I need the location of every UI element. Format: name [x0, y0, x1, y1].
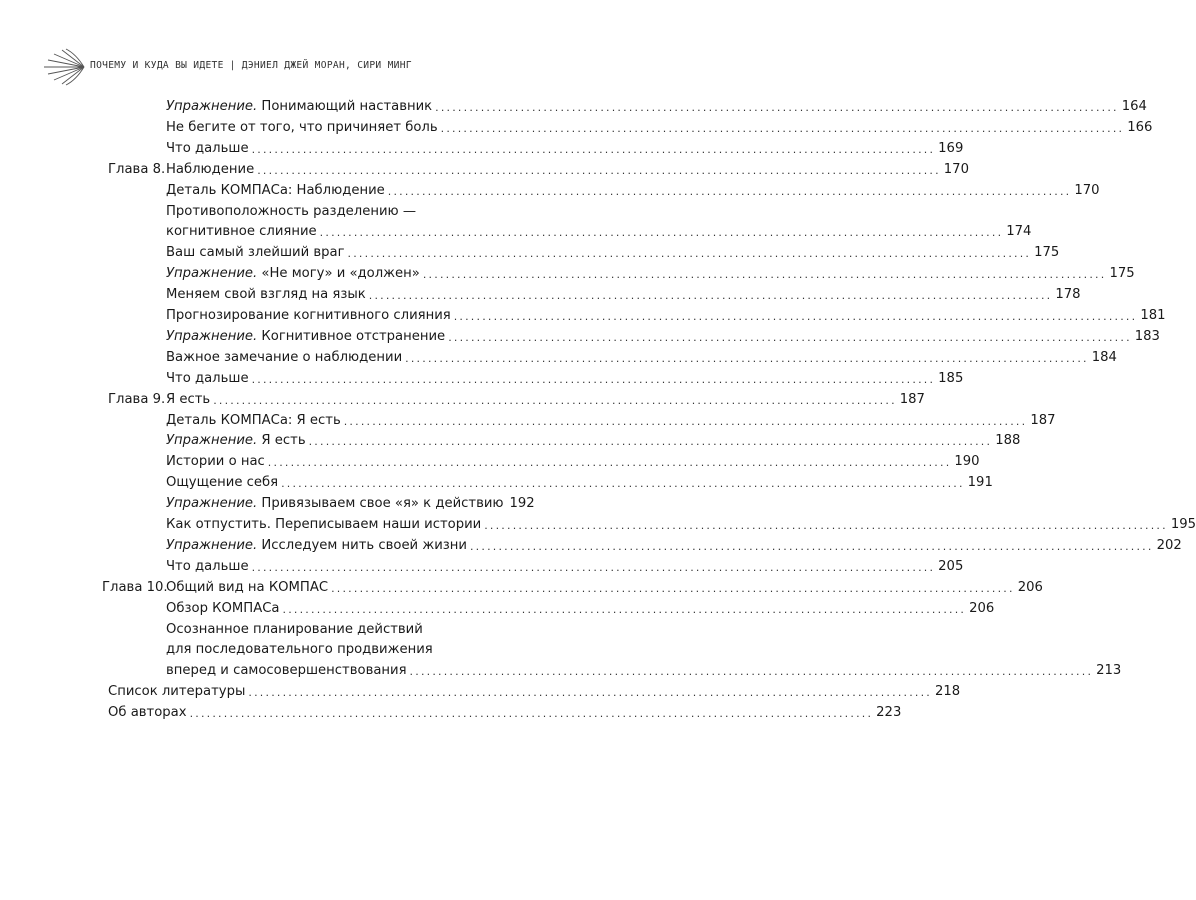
page-number: 191 — [967, 475, 993, 491]
exercise-prefix: Упражнение. — [166, 433, 258, 449]
toc-entry[interactable] — [166, 139, 964, 159]
toc-entry-title — [166, 181, 385, 201]
entry-text: Прогнозирование когнитивного слияния — [166, 308, 451, 323]
dot-leader: ........................................................................................................................ — [251, 372, 936, 386]
entry-text: Важное замечание о наблюдении — [166, 349, 403, 365]
dot-leader: ........................................................................................................................ — [257, 163, 941, 177]
running-header — [0, 44, 619, 94]
toc-entry[interactable] — [166, 348, 1117, 368]
toc-entry-title — [166, 557, 249, 577]
toc-entry-title — [166, 97, 432, 117]
entry-text: Деталь КОМПАСа: Наблюдение — [166, 182, 385, 198]
dot-leader: ........................................................................................................................ — [448, 330, 1132, 344]
entry-text: Исследуем нить своей жизни — [257, 537, 467, 553]
toc-entry-title — [166, 264, 420, 284]
chapter-title: Наблюдение — [166, 161, 255, 177]
page-number: 202 — [1156, 537, 1182, 553]
toc-entry[interactable] — [166, 536, 1182, 556]
header-separator: | — [229, 60, 236, 71]
page-number: 166 — [1127, 119, 1153, 135]
page-number: 175 — [1109, 266, 1135, 282]
entry-text: вперед и самосовершенствования — [166, 663, 407, 679]
page-number: 188 — [995, 433, 1021, 449]
dot-leader: ........................................................................................................................ — [453, 310, 1138, 323]
chapter-label: Глава 8. — [108, 161, 166, 177]
toc-entry-title — [166, 306, 451, 326]
entry-text: Истории о нас — [166, 454, 265, 470]
dot-leader: ........................................................................................................................ — [213, 393, 897, 407]
page-number: 195 — [1170, 517, 1196, 532]
toc-entry-title — [166, 599, 280, 619]
dot-leader: ........................................................................................................................ — [440, 121, 1125, 135]
entry-text: Что дальше — [166, 140, 249, 156]
toc-entry[interactable] — [166, 222, 1032, 242]
dot-leader: ........................................................................................................................ — [347, 247, 1032, 261]
toc-entry[interactable] — [166, 473, 993, 493]
dot-leader: ........................................................................................................................ — [331, 581, 1015, 595]
toc-entry[interactable] — [166, 97, 1147, 117]
page-number: 187 — [899, 391, 925, 407]
toc-entry[interactable] — [108, 682, 961, 702]
dot-leader: ........................................................................................................................ — [405, 351, 1089, 365]
toc-entry-line: Противоположность разделению — — [166, 203, 417, 219]
dot-leader: ........................................................................................................................ — [409, 665, 1094, 679]
page-number: 181 — [1140, 308, 1166, 323]
page-number: 164 — [1121, 99, 1147, 114]
page-number: 213 — [1096, 663, 1122, 679]
page-number: 170 — [943, 161, 969, 177]
toc-entry-title — [108, 703, 187, 723]
entry-text: Понимающий наставник — [257, 99, 433, 114]
toc-entry[interactable] — [166, 181, 1100, 201]
page-number: 178 — [1055, 287, 1081, 303]
page-number: 206 — [969, 600, 995, 616]
exercise-prefix: Упражнение. — [166, 537, 258, 553]
entry-text: Не бегите от того, что причиняет боль — [166, 119, 438, 135]
entry-text: Привязываем свое «я» к действию — [257, 496, 504, 512]
dot-leader: ........................................................................................................................ — [267, 456, 952, 470]
toc-entry-title — [166, 452, 265, 472]
dot-leader: ........................................................................................................................ — [251, 142, 936, 156]
page-number: 169 — [938, 140, 964, 156]
entry-text: Что дальше — [166, 370, 249, 386]
entry-text: Деталь КОМПАСа: Я есть — [166, 412, 341, 428]
page-number: 184 — [1091, 349, 1117, 365]
page-number: 174 — [1006, 224, 1032, 240]
toc-entry-line: для последовательного продвижения — [166, 642, 433, 658]
page-number: 205 — [938, 558, 964, 574]
dot-leader: ........................................................................................................................ — [281, 477, 965, 491]
toc-entry[interactable] — [166, 494, 535, 514]
dot-leader: ........................................................................................................................ — [189, 707, 874, 721]
toc-entry-title — [166, 536, 467, 556]
toc-entry[interactable] — [166, 369, 964, 389]
chapter-label: Глава 9. — [108, 391, 166, 407]
dot-leader: ........................................................................................................................ — [435, 101, 1119, 114]
dot-leader: ........................................................................................................................ — [469, 539, 1154, 553]
book-authors: ДЭНИЕЛ ДЖЕЙ МОРАН, СИРИ МИНГ — [241, 60, 412, 71]
dot-leader: ........................................................................................................................ — [484, 519, 1168, 532]
dot-leader: ........................................................................................................................ — [248, 686, 932, 700]
toc-entry[interactable] — [166, 661, 1122, 681]
page-number: 170 — [1074, 182, 1100, 198]
chapter-heading[interactable] — [166, 578, 1043, 598]
dot-leader: ........................................................................................................................ — [343, 414, 1028, 428]
toc-entry-title — [166, 431, 306, 451]
toc-entry-title — [166, 285, 366, 305]
toc-entry[interactable] — [166, 243, 1060, 263]
entry-text: Когнитивное отстранение — [257, 328, 446, 344]
page-number: 218 — [935, 684, 961, 700]
page-number: 175 — [1034, 245, 1060, 261]
page-number: 192 — [509, 496, 535, 512]
entry-text: Что дальше — [166, 558, 249, 574]
page-number: 187 — [1030, 412, 1056, 428]
dot-leader: ........................................................................................................................ — [251, 560, 936, 574]
page-number: 190 — [954, 454, 980, 470]
chapter-heading[interactable] — [166, 390, 925, 410]
entry-text: «Не могу» и «должен» — [257, 266, 420, 282]
exercise-prefix: Упражнение. — [166, 99, 258, 114]
toc-entry[interactable] — [108, 703, 902, 723]
dot-leader: ........................................................................................................................ — [308, 435, 993, 449]
toc-entry-title — [166, 494, 504, 514]
toc-entry-line: Осознанное планирование действий — [166, 621, 423, 637]
entry-text: Список литературы — [108, 684, 246, 700]
chapter-title: Я есть — [166, 391, 211, 407]
book-title: ПОЧЕМУ И КУДА ВЫ ИДЕТЕ — [90, 60, 224, 71]
toc-entry-title — [166, 139, 249, 159]
toc-entry[interactable] — [166, 118, 1153, 138]
sunburst-icon — [40, 44, 88, 90]
toc-entry[interactable] — [166, 306, 1166, 326]
chapter-title: Общий вид на КОМПАС — [166, 579, 329, 595]
entry-text: Я есть — [257, 433, 306, 449]
page-number: 223 — [876, 705, 902, 721]
toc-entry[interactable] — [166, 431, 1021, 451]
exercise-prefix: Упражнение. — [166, 328, 258, 344]
page-number: 183 — [1134, 328, 1160, 344]
entry-text: Меняем свой взгляд на язык — [166, 287, 366, 303]
page-number: 185 — [938, 370, 964, 386]
toc-entry[interactable] — [166, 411, 1056, 431]
entry-text: когнитивное слияние — [166, 224, 317, 240]
entry-text: Ощущение себя — [166, 475, 279, 491]
entry-text: Как отпустить. Переписываем наши истории — [166, 517, 482, 532]
toc-entry[interactable] — [166, 557, 964, 577]
header-text — [90, 60, 412, 71]
toc-entry-title — [166, 118, 438, 138]
entry-text: Об авторах — [108, 705, 187, 721]
toc-entry-title — [166, 473, 278, 493]
toc-entry-title — [108, 682, 245, 702]
toc-entry[interactable] — [166, 264, 1135, 284]
chapter-label: Глава 10. — [102, 579, 168, 595]
toc-entry-title — [166, 327, 445, 347]
entry-text: Обзор КОМПАСа — [166, 600, 280, 616]
dot-leader: ........................................................................................................................ — [319, 226, 1004, 240]
toc-entry[interactable] — [166, 327, 1160, 347]
toc-entry[interactable] — [166, 515, 1196, 535]
toc-entry[interactable] — [166, 452, 980, 472]
entry-text: Ваш самый злейший враг — [166, 245, 345, 261]
toc-entry[interactable] — [166, 599, 995, 619]
toc-entry-title — [166, 222, 317, 242]
exercise-prefix: Упражнение. — [166, 496, 258, 512]
dot-leader: ........................................................................................................................ — [282, 602, 967, 616]
toc-entry-title — [166, 661, 407, 681]
exercise-prefix: Упражнение. — [166, 266, 258, 282]
toc-entry-title — [166, 411, 341, 431]
toc-entry-title — [166, 515, 481, 535]
dot-leader: ........................................................................................................................ — [368, 289, 1053, 303]
toc-entry-title — [166, 369, 249, 389]
toc-entry-title — [166, 348, 402, 368]
toc-entry-title — [166, 243, 345, 263]
chapter-heading[interactable] — [166, 160, 969, 180]
page-number: 206 — [1017, 579, 1043, 595]
dot-leader: ........................................................................................................................ — [422, 268, 1107, 282]
toc-entry[interactable] — [166, 285, 1081, 305]
dot-leader: ........................................................................................................................ — [387, 184, 1072, 198]
